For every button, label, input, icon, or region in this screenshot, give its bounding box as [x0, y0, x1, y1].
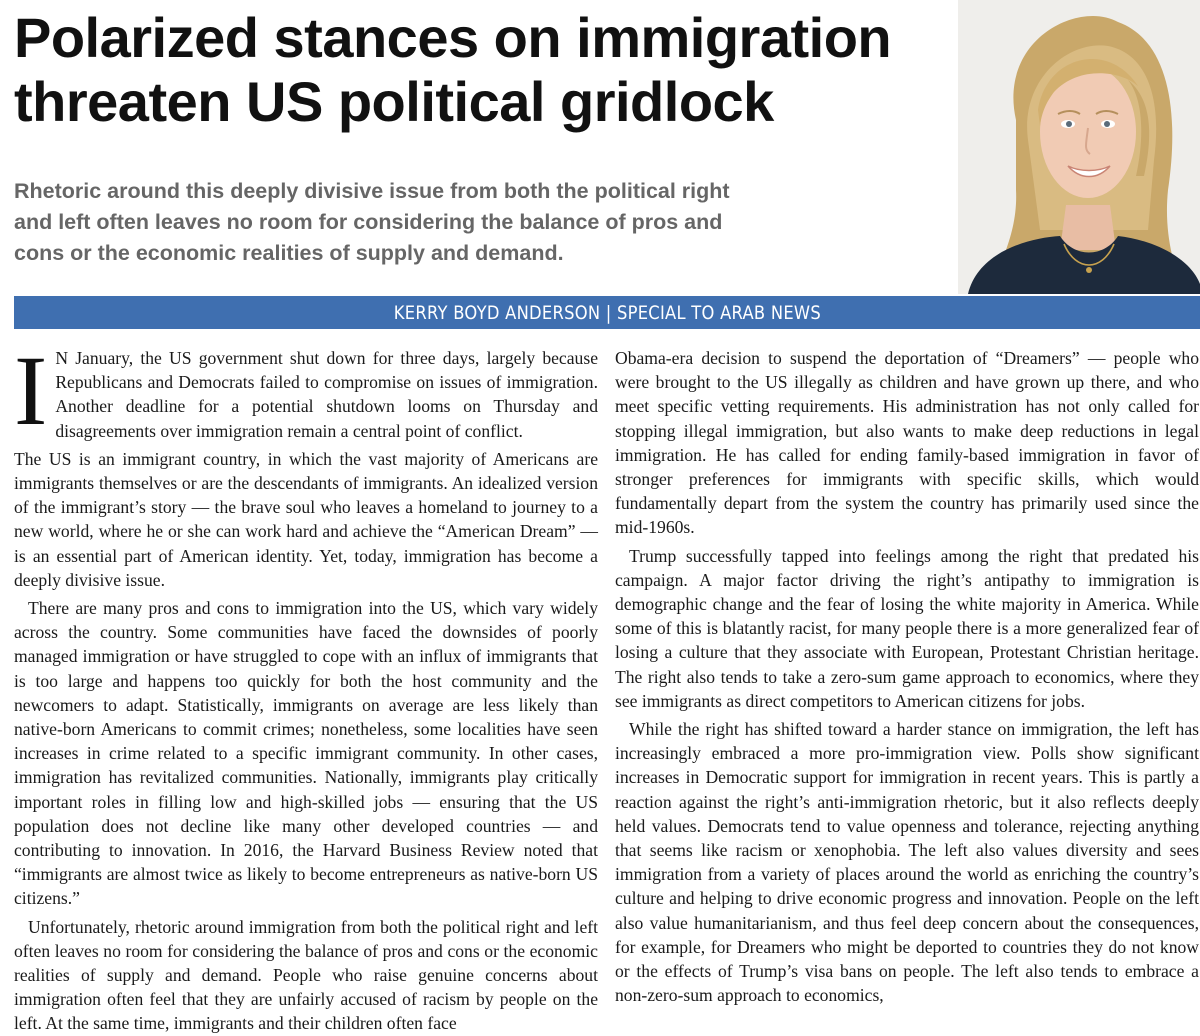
article-paragraph: There are many pros and cons to immigration into the US, which vary widely across the country. Some communities have faced the downsides of poorly managed immigration or have struggled to cope with an influx of immigrants that is too large and happens too quickly for both the host community and the newcomers to adapt. Statistically, immigrants on average are less likely than native-born Americans to commit crimes; nonetheless, some localities have seen increases in crime related to a specific immigrant community. In other cases, immigration has revitalized communities. Nationally, immigrants play critically important roles in filling low and high-skilled jobs — ensuring that the US population does not decline like many other developed countries — and contributing to innovation. In 2016, the Harvard Business Review noted that “immigrants are almost twice as likely to become entrepreneurs as native-born US citizens.” — [14, 598, 598, 909]
article-paragraph: Trump successfully tapped into feelings among the right that predated his campaign. A major factor driving the right’s antipathy to immigration is demographic change and the fear of losing the white majority in America. While some of this is blatantly racist, for many people there is a more generalized fear of losing a culture that they associate with European, Protestant Christian heritage. The right also tends to take a zero-sum game approach to economics, where they see immigrants as direct competitors to American citizens for jobs. — [615, 545, 1199, 711]
standfirst-line-3: cons or the economic realities of supply and demand. — [14, 241, 564, 265]
article-paragraph: The US is an immigrant country, in which the vast majority of Americans are immigrants themselves or are the descendants of immigrants. An idealized version of the immigrant’s story — the brave soul who leaves a homeland to journey to a new world, where he or she can work hard and achieve the “American Dream” — is an essential part of American identity. Yet, today, immigration has become a deeply divisive issue. — [14, 448, 598, 590]
author-portrait-illustration — [958, 0, 1200, 294]
headline-line-2: threaten US political gridlock — [14, 70, 774, 133]
author-portrait — [958, 0, 1200, 294]
byline: KERRY BOYD ANDERSON | SPECIAL TO ARAB NEWS — [393, 301, 821, 324]
paragraph-text: N January, the US government shut down for three days, largely because Republicans and Democrats failed to compromise on issues of immigration. Another deadline for a potential shutdown looms on Thursday and disagreements over immigration remain a central point of conflict. — [55, 348, 598, 441]
article-paragraph: While the right has shifted toward a harder stance on immigration, the left has increasingly embraced a more pro-immigration view. Polls show significant increases in Democratic support for immigration in recent years. This is partly a reaction against the right’s anti-immigration rhetoric, but it also reflects deeply held values. Democrats tend to value openness and tolerance, rejecting anything that seems like racism or xenophobia. The left also values diversity and sees immigration from a variety of places around the world as enriching the country’s culture and helping to drive economic progress and innovation. People on the left also value humanitarianism, and thus feel deep concern about the consequences, for example, for Dreamers who might be deported to countries they do not know or the effects of Trump’s visa bans on people. The left also tends to embrace a non-zero-sum approach to economics, — [615, 719, 1199, 1006]
article-paragraph: Unfortunately, rhetoric around immigration from both the political right and left often leaves no room for considering the balance of pros and cons or the economic realities of supply and demand. People who raise genuine concerns about immigration often feel that they are unfairly accused of racism by people on the left. At the same time, immigrants and their children often face — [14, 916, 598, 1034]
headline — [14, 6, 944, 134]
article-paragraph — [14, 335, 598, 446]
standfirst-line-2: and left often leaves no room for considering the balance of pros and — [14, 210, 723, 234]
drop-cap: I — [14, 335, 48, 446]
headline-line-1: Polarized stances on immigration — [14, 6, 892, 69]
article-column-left — [14, 335, 598, 1036]
article-paragraph: Obama-era decision to suspend the deportation of “Dreamers” — people who were brought to the US illegally as children and have grown up there, and who meet specific vetting requirements. His administration has not only called for stopping illegal immigration, but also wants to make deep reductions in legal immigration. He has called for ending family-based immigration in favor of stronger preferences for immigrants with specific skills, which would fundamentally depart from the system the country has primarily used since the mid-1960s. — [615, 348, 1199, 538]
standfirst-line-1: Rhetoric around this deeply divisive issue from both the political right — [14, 179, 730, 203]
byline-bar — [14, 296, 1200, 329]
standfirst — [14, 176, 944, 269]
article-column-right — [615, 346, 1199, 1007]
